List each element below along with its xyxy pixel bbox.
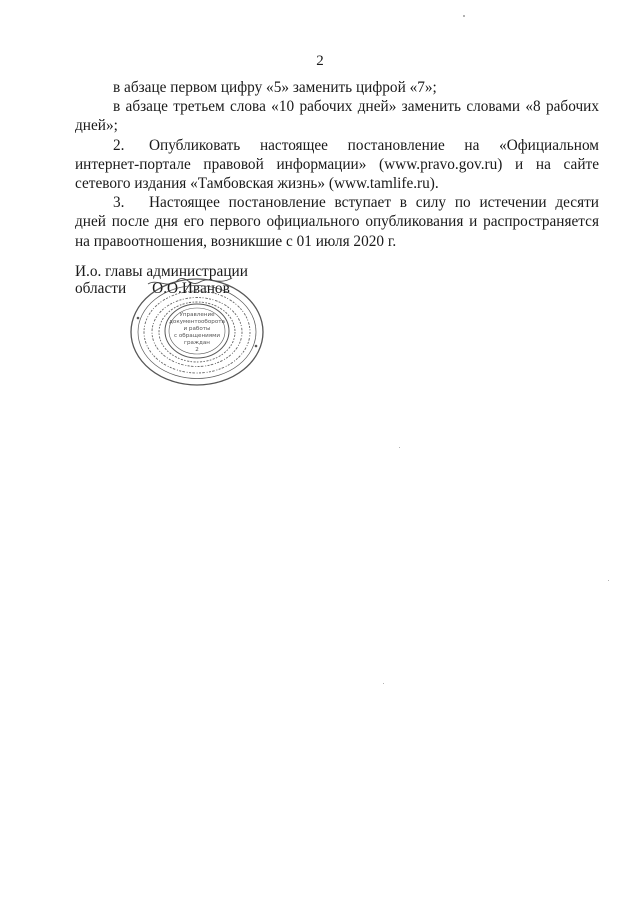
signature-region: области (75, 280, 127, 297)
paragraph-1 (75, 78, 599, 97)
stamp-line-2: документооборота (169, 319, 225, 325)
paragraph-3-text: Опубликовать настоящее постановление на «Официальном интернет-портале правовой информации» (www.pravo.gov.ru) и на сайте сетевого издания «Тамбовская жизнь» (www.tamlife.ru). (75, 136, 599, 193)
official-seal-stamp (128, 276, 266, 388)
page-number: 2 (316, 53, 324, 69)
scan-speck (608, 580, 609, 581)
paragraph-3 (75, 136, 599, 194)
paragraph-2 (75, 97, 599, 135)
signature-title-line-1: И.о. главы администрации (75, 263, 248, 280)
stamp-line-4: с обращениями (174, 333, 220, 339)
stamp-line-1: Управление (179, 312, 215, 318)
scan-speck (463, 15, 465, 17)
paragraph-4 (75, 193, 599, 251)
paragraph-1-text: в абзаце первом цифру «5» заменить цифрой «7»; (113, 79, 437, 96)
document-body (75, 78, 599, 251)
signature-name: О.О.Иванов (152, 280, 230, 297)
paragraph-4-text: Настоящее постановление вступает в силу по истечении десяти дней после дня его первого официального опубликования и распространяется на правоотношения, возникшие с 01 июля 2020 г. (75, 194, 599, 250)
scan-speck (399, 447, 400, 448)
paragraph-2-text: в абзаце третьем слова «10 рабочих дней» заменить словами «8 рабочих дней»; (75, 98, 599, 135)
paragraph-3-number: 2. (113, 136, 125, 154)
scan-speck (383, 683, 384, 684)
stamp-line-6: 2 (195, 347, 199, 353)
paragraph-4-number: 3. (113, 194, 125, 212)
stamp-line-5: граждан (184, 340, 210, 346)
stamp-line-3: и работы (183, 326, 211, 332)
